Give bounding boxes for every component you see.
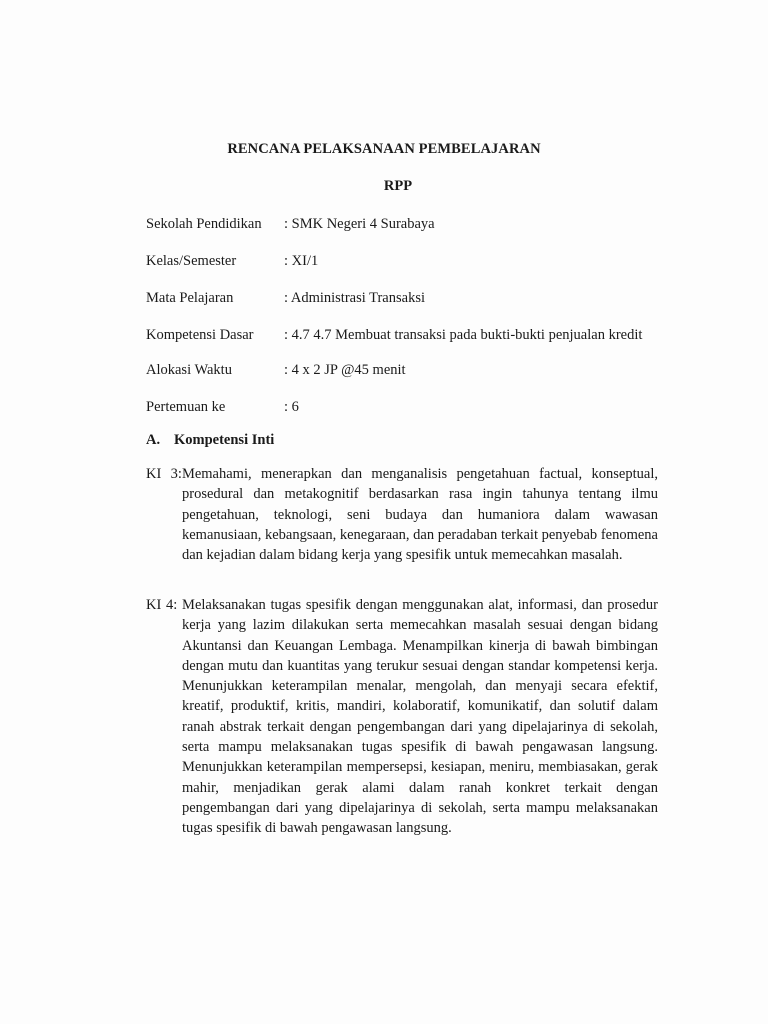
ki-label: KI 4: <box>146 597 183 613</box>
info-label: Kompetensi Dasar <box>146 327 254 343</box>
info-label: Pertemuan ke <box>146 399 226 415</box>
ki-label: KI 3: <box>146 466 182 482</box>
section-heading-kompetensi-inti <box>146 432 274 449</box>
section-number: A. <box>146 432 161 448</box>
info-label: Mata Pelajaran <box>146 290 234 306</box>
info-value: : Administrasi Transaksi <box>284 290 425 306</box>
info-value: : XI/1 <box>284 253 319 269</box>
ki-text: Memahami, menerapkan dan menganalisis pengetahuan factual, konseptual, prosedural dan metakognitif berdasarkan rasa ingin tahunya tentang ilmu pengetahuan, teknologi, seni budaya dan humaniora dalam wawasan kemanusiaan, kebangsaan, kenegaraan, dan peradaban terkait penyebab fenomena dan kejadian dalam bidang kerja yang spesifik untuk memecahkan masalah. <box>181 466 658 564</box>
ki-4-paragraph <box>146 595 658 839</box>
info-value: : 6 <box>284 399 299 415</box>
ki-text: Melaksanakan tugas spesifik dengan menggunakan alat, informasi, dan prosedur kerja yang lazim dilakukan serta memecahkan masalah sesuai dengan bidang Akuntansi dan Keuangan Lembaga. Menampilkan kinerja di bawah bimbingan dengan mutu dan kuantitas yang terukur sesuai dengan standar kompetensi kerja. Menunjukkan keterampilan menalar, mengolah, dan menyaji secara efektif, kreatif, produktif, kritis, mandiri, kolaboratif, komunikatif, dan solutif dalam ranah abstrak terkait dengan pengembangan dari yang dipelajarinya di sekolah, serta mampu melaksanakan tugas spesifik di bawah pengawasan langsung. Menunjukkan keterampilan mempersepsi, kesiapan, meniru, membiasakan, gerak mahir, menjadikan gerak alami dalam ranah konkret terkait dengan pengembangan dari yang dipelajarinya di sekolah, serta mampu melaksanakan tugas spesifik di bawah pengawasan langsung. <box>182 597 658 837</box>
section-title: Kompetensi Inti <box>174 432 275 448</box>
info-value: : SMK Negeri 4 Surabaya <box>284 216 435 232</box>
info-label: Sekolah Pendidikan <box>146 216 262 232</box>
document-title: RENCANA PELAKSANAAN PEMBELAJARAN <box>227 141 541 157</box>
info-label: Kelas/Semester <box>146 253 237 269</box>
info-label: Alokasi Waktu <box>146 362 232 378</box>
info-value: : 4 x 2 JP @45 menit <box>284 362 406 378</box>
document-subtitle: RPP <box>383 178 413 194</box>
info-value: : 4.7 4.7 Membuat transaksi pada bukti-bukti penjualan kredit <box>284 327 643 343</box>
ki-3-paragraph <box>146 464 658 565</box>
